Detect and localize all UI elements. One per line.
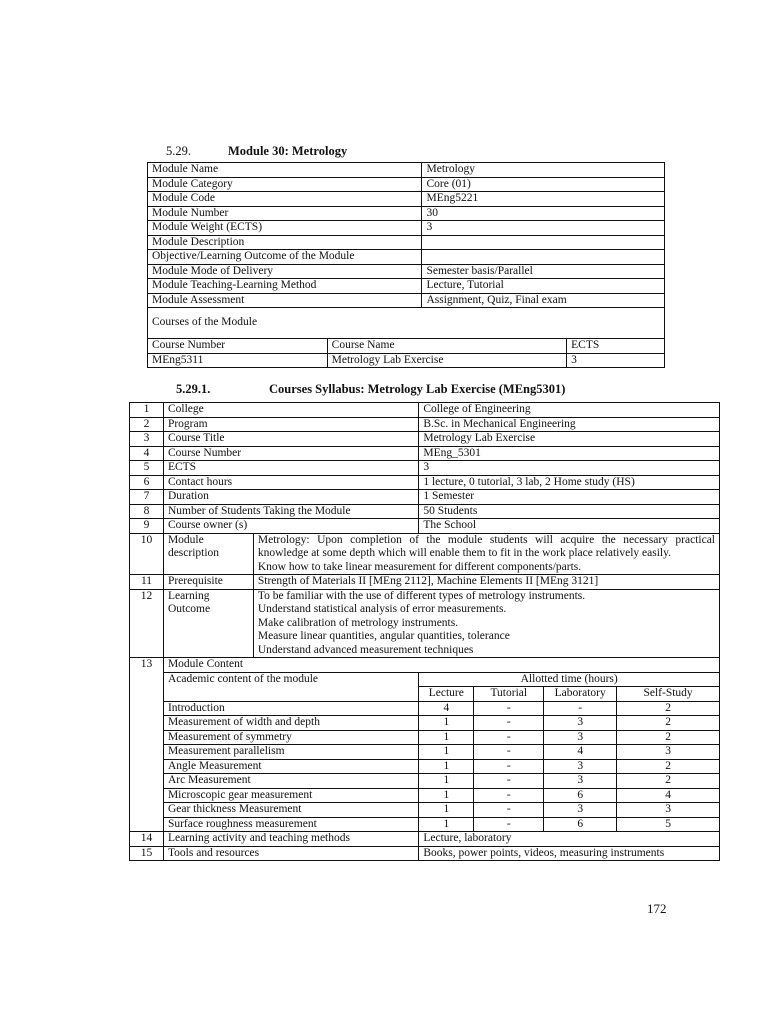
module-info-row: [148, 221, 665, 236]
topic-hours: 3: [544, 730, 617, 745]
row-label: Number of Students Taking the Module: [163, 504, 418, 519]
topic-hours: 3: [544, 803, 617, 818]
content-topic-row: [130, 730, 720, 745]
learning-outcome-item: Make calibration of metrology instruments.: [257, 616, 459, 629]
learning-outcome-item: Understand advanced measurement techniques: [257, 643, 474, 656]
topic-hours: 4: [544, 745, 617, 760]
row-label: Program: [163, 417, 418, 432]
module-info-value: Metrology: [422, 163, 665, 178]
row-value: MEng_5301: [419, 446, 720, 461]
topic-hours: 3: [544, 759, 617, 774]
topic-hours: -: [474, 759, 544, 774]
row-number: 10: [130, 533, 164, 575]
content-topic-row: [130, 774, 720, 789]
prerequisite-row: [130, 575, 720, 590]
row-label: Course Title: [163, 432, 418, 447]
topic-name: Surface roughness measurement: [163, 817, 418, 832]
syllabus-row: [130, 519, 720, 534]
allotted-time-label: Allotted time (hours): [419, 672, 720, 687]
module-info-label: Objective/Learning Outcome of the Module: [148, 250, 422, 265]
topic-name: Measurement parallelism: [163, 745, 418, 760]
module-info-row: [148, 206, 665, 221]
module-info-row: [148, 250, 665, 265]
module-info-label: Module Name: [148, 163, 422, 178]
learning-outcome-item: Understand statistical analysis of error measurements.: [257, 603, 507, 615]
syllabus-row: [130, 446, 720, 461]
topic-hours: 1: [419, 817, 474, 832]
courses-header-row: [148, 339, 665, 354]
row-label: Contact hours: [163, 475, 418, 490]
row-number: 8: [130, 504, 164, 519]
module-content-row: [130, 658, 720, 673]
row-number: 2: [130, 417, 164, 432]
content-topic-row: [130, 759, 720, 774]
course-number: MEng5311: [148, 353, 328, 368]
course-row: [148, 353, 665, 368]
learning-outcome-item: To be familiar with the use of different types of metrology instruments.: [257, 589, 586, 602]
row-label: College: [163, 403, 418, 418]
module-info-value: Core (01): [422, 177, 665, 192]
module-info-value: [422, 250, 665, 265]
module-info-value: Assignment, Quiz, Final exam: [422, 293, 665, 308]
topic-hours: 3: [544, 716, 617, 731]
learning-outcome-value: [253, 589, 719, 658]
course-name: Metrology Lab Exercise: [327, 353, 566, 368]
courses-label-row: [148, 308, 665, 339]
topic-hours: 1: [419, 803, 474, 818]
topic-name: Arc Measurement: [163, 774, 418, 789]
topic-name: Angle Measurement: [163, 759, 418, 774]
row-value: 3: [419, 461, 720, 476]
row-label: Duration: [163, 490, 418, 505]
topic-hours: -: [544, 701, 617, 716]
row-number: 5: [130, 461, 164, 476]
row-label: Course owner (s): [163, 519, 418, 534]
content-topic-row: [130, 716, 720, 731]
topic-hours: 4: [617, 788, 720, 803]
syllabus-row: [130, 461, 720, 476]
topic-hours: 2: [617, 774, 720, 789]
module-info-label: Module Number: [148, 206, 422, 221]
courses-header-name: Course Name: [327, 339, 566, 354]
topic-hours: 6: [544, 788, 617, 803]
row-value: B.Sc. in Mechanical Engineering: [419, 417, 720, 432]
column-header-lecture: Lecture: [419, 687, 474, 702]
row-value: 1 Semester: [419, 490, 720, 505]
topic-hours: 5: [617, 817, 720, 832]
topic-hours: 2: [617, 716, 720, 731]
module-content-label: Module Content: [163, 658, 719, 673]
module-info-label: Module Category: [148, 177, 422, 192]
module-info-label: Module Code: [148, 192, 422, 207]
module-info-value: [422, 235, 665, 250]
topic-hours: 2: [617, 730, 720, 745]
row-number: 13: [130, 658, 164, 832]
syllabus-section-number: 5.29.1.: [176, 382, 211, 396]
row-value: Metrology Lab Exercise: [419, 432, 720, 447]
methods-value: Lecture, laboratory: [419, 832, 720, 847]
topic-hours: -: [474, 803, 544, 818]
syllabus-table: [129, 402, 720, 861]
methods-label: Learning activity and teaching methods: [163, 832, 418, 847]
column-header-laboratory: Laboratory: [544, 687, 617, 702]
syllabus-row: [130, 490, 720, 505]
module-info-row: [148, 279, 665, 294]
topic-hours: -: [474, 730, 544, 745]
description-label-line2: description: [167, 547, 220, 559]
learning-outcome-item: Measure linear quantities, angular quantities, tolerance: [257, 630, 510, 642]
topic-hours: 1: [419, 745, 474, 760]
content-topic-row: [130, 701, 720, 716]
module-info-row: [148, 192, 665, 207]
row-number: 11: [130, 575, 164, 590]
module-info-row: [148, 293, 665, 308]
topic-name: Gear thickness Measurement: [163, 803, 418, 818]
content-topic-row: [130, 788, 720, 803]
module-info-label: Module Weight (ECTS): [148, 221, 422, 236]
syllabus-heading: [176, 382, 565, 397]
topic-hours: 1: [419, 730, 474, 745]
module-info-value: Semester basis/Parallel: [422, 264, 665, 279]
syllabus-title: Courses Syllabus: Metrology Lab Exercise (MEng5301): [269, 382, 566, 396]
module-info-label: Module Mode of Delivery: [148, 264, 422, 279]
learning-label-line2: Outcome: [167, 603, 211, 615]
topic-hours: 1: [419, 716, 474, 731]
topic-hours: 4: [419, 701, 474, 716]
topic-hours: 6: [544, 817, 617, 832]
courses-table: [147, 338, 665, 368]
row-number: 4: [130, 446, 164, 461]
topic-hours: -: [474, 716, 544, 731]
content-topic-row: [130, 803, 720, 818]
row-number: 15: [130, 846, 164, 861]
topic-hours: -: [474, 745, 544, 760]
tools-label: Tools and resources: [163, 846, 418, 861]
topic-name: Microscopic gear measurement: [163, 788, 418, 803]
syllabus-row: [130, 504, 720, 519]
module-heading: [166, 144, 347, 159]
topic-hours: 1: [419, 759, 474, 774]
topic-hours: -: [474, 774, 544, 789]
topic-hours: -: [474, 701, 544, 716]
module-info-row: [148, 264, 665, 279]
row-label: ECTS: [163, 461, 418, 476]
module-info-row: [148, 163, 665, 178]
row-value: College of Engineering: [419, 403, 720, 418]
row-number: 7: [130, 490, 164, 505]
module-info-row: [148, 177, 665, 192]
column-header-tutorial: Tutorial: [474, 687, 544, 702]
module-info-value: Lecture, Tutorial: [422, 279, 665, 294]
module-info-label: Module Assessment: [148, 293, 422, 308]
module-info-table: [147, 162, 665, 339]
topic-name: Measurement of width and depth: [163, 716, 418, 731]
topic-hours: 1: [419, 774, 474, 789]
description-value: [253, 533, 719, 575]
row-number: 14: [130, 832, 164, 847]
syllabus-row: [130, 475, 720, 490]
topic-hours: 1: [419, 788, 474, 803]
row-number: 12: [130, 589, 164, 658]
tools-row: [130, 846, 720, 861]
topic-name: Measurement of symmetry: [163, 730, 418, 745]
topic-hours: 2: [617, 701, 720, 716]
row-value: 1 lecture, 0 tutorial, 3 lab, 2 Home study (HS): [419, 475, 720, 490]
description-text: Metrology: Upon completion of the module students will acquire the necessary practical knowledge at some depth which will enable them to fit in the work place relatively easily.: [257, 533, 715, 559]
topic-hours: -: [474, 788, 544, 803]
topic-hours: -: [474, 817, 544, 832]
topic-hours: 3: [617, 745, 720, 760]
syllabus-row: [130, 403, 720, 418]
row-value: The School: [419, 519, 720, 534]
module-info-value: MEng5221: [422, 192, 665, 207]
page-number: 172: [647, 901, 667, 916]
learning-outcome-row: [130, 589, 720, 658]
topic-hours: 3: [617, 803, 720, 818]
row-number: 1: [130, 403, 164, 418]
row-label: Course Number: [163, 446, 418, 461]
content-header-row: [130, 672, 720, 687]
module-info-label: Module Description: [148, 235, 422, 250]
module-title: Module 30: Metrology: [228, 144, 348, 158]
prerequisite-label: Prerequisite: [163, 575, 253, 590]
row-number: 3: [130, 432, 164, 447]
module-info-label: Module Teaching-Learning Method: [148, 279, 422, 294]
module-info-value: 30: [422, 206, 665, 221]
course-ects: 3: [567, 353, 665, 368]
module-section-number: 5.29.: [166, 144, 191, 158]
row-number: 6: [130, 475, 164, 490]
methods-row: [130, 832, 720, 847]
learning-label-line1: Learning: [167, 589, 210, 602]
topic-name: Introduction: [163, 701, 418, 716]
module-info-value: 3: [422, 221, 665, 236]
syllabus-row: [130, 417, 720, 432]
academic-content-label: Academic content of the module: [163, 672, 418, 701]
syllabus-row: [130, 432, 720, 447]
column-header-self-study: Self-Study: [617, 687, 720, 702]
learning-outcome-label: [163, 589, 253, 658]
description-label-line1: Module: [167, 533, 204, 546]
description-label: [163, 533, 253, 575]
prerequisite-value: Strength of Materials II [MEng 2112], Machine Elements II [MEng 3121]: [253, 575, 719, 590]
module-info-row: [148, 235, 665, 250]
courses-header-ects: ECTS: [567, 339, 665, 354]
courses-header-number: Course Number: [148, 339, 328, 354]
topic-hours: 3: [544, 774, 617, 789]
courses-label: Courses of the Module: [148, 308, 665, 339]
content-topic-row: [130, 745, 720, 760]
description-row: [130, 533, 720, 575]
row-number: 9: [130, 519, 164, 534]
tools-value: Books, power points, videos, measuring instruments: [419, 846, 720, 861]
row-value: 50 Students: [419, 504, 720, 519]
content-topic-row: [130, 817, 720, 832]
topic-hours: 2: [617, 759, 720, 774]
description-text-2: Know how to take linear measurement for different components/parts.: [257, 560, 582, 573]
